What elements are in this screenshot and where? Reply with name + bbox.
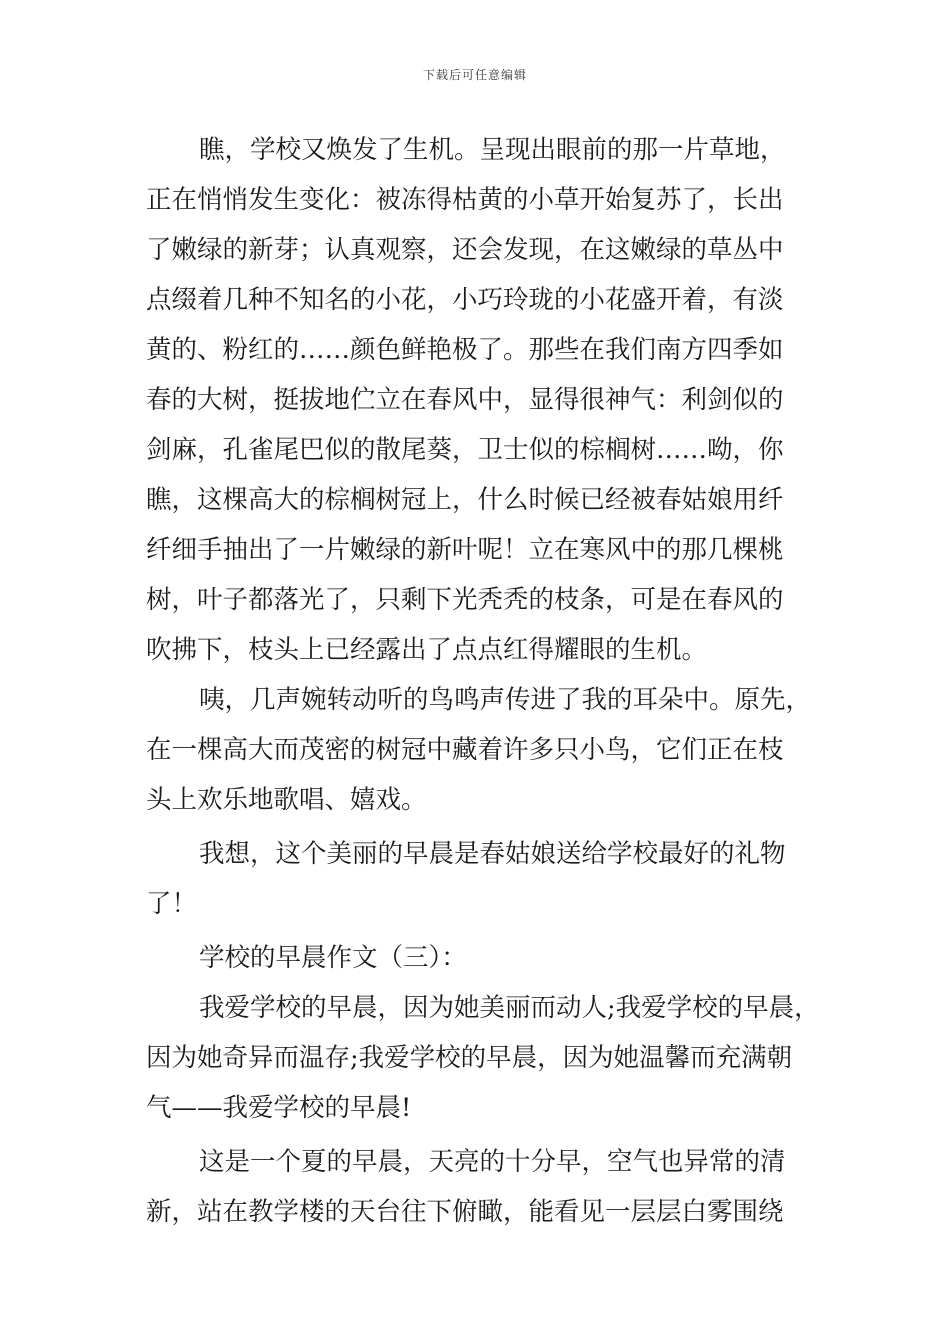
text-line: 新，站在教学楼的天台往下俯瞰，能看见一层层白雾围绕	[146, 1197, 784, 1227]
text-line: 我想，这个美丽的早晨是春姑娘送给学校最好的礼物	[199, 839, 786, 869]
text-line: 这是一个夏的早晨，天亮的十分早，空气也异常的清	[199, 1147, 786, 1177]
text-line: 正在悄悄发生变化：被冻得枯黄的小草开始复苏了，长出	[146, 185, 784, 215]
text-line: 我爱学校的早晨，因为她美丽而动人;我爱学校的早晨，	[199, 993, 820, 1023]
text-line: 点缀着几种不知名的小花，小巧玲珑的小花盛开着，有淡	[146, 285, 784, 315]
text-line: 瞧，这棵高大的棕榈树冠上，什么时候已经被春姑娘用纤	[146, 485, 784, 515]
text-line: 黄的、粉红的……颜色鲜艳极了。那些在我们南方四季如	[146, 335, 784, 365]
text-line: 了嫩绿的新芽；认真观察，还会发现，在这嫩绿的草丛中	[146, 235, 784, 265]
text-line: 在一棵高大而茂密的树冠中藏着许多只小鸟，它们正在枝	[146, 735, 784, 765]
section-heading: 学校的早晨作文（三）：	[199, 943, 467, 973]
text-line: 树，叶子都落光了，只剩下光秃秃的枝条，可是在春风的	[146, 585, 784, 615]
page-header-note: 下载后可任意编辑	[422, 68, 527, 82]
text-line: 瞧，学校又焕发了生机。呈现出眼前的那一片草地，	[199, 135, 786, 165]
text-line: 纤细手抽出了一片嫩绿的新叶呢！立在寒风中的那几棵桃	[146, 535, 784, 565]
text-line: 了！	[146, 889, 198, 919]
text-line: 气——我爱学校的早晨!	[146, 1093, 412, 1123]
article-body	[146, 125, 836, 1237]
text-line: 吹拂下，枝头上已经露出了点点红得耀眼的生机。	[146, 635, 708, 665]
text-line: 春的大树，挺拔地伫立在春风中，显得很神气：利剑似的	[146, 385, 784, 415]
text-line: 剑麻，孔雀尾巴似的散尾葵，卫士似的棕榈树……呦，你	[146, 435, 784, 465]
text-line: 因为她奇异而温存;我爱学校的早晨，因为她温馨而充满朝	[146, 1043, 793, 1073]
text-line: 咦，几声婉转动听的鸟鸣声传进了我的耳朵中。原先，	[199, 685, 812, 715]
text-line: 头上欢乐地歌唱、嬉戏。	[146, 785, 427, 815]
